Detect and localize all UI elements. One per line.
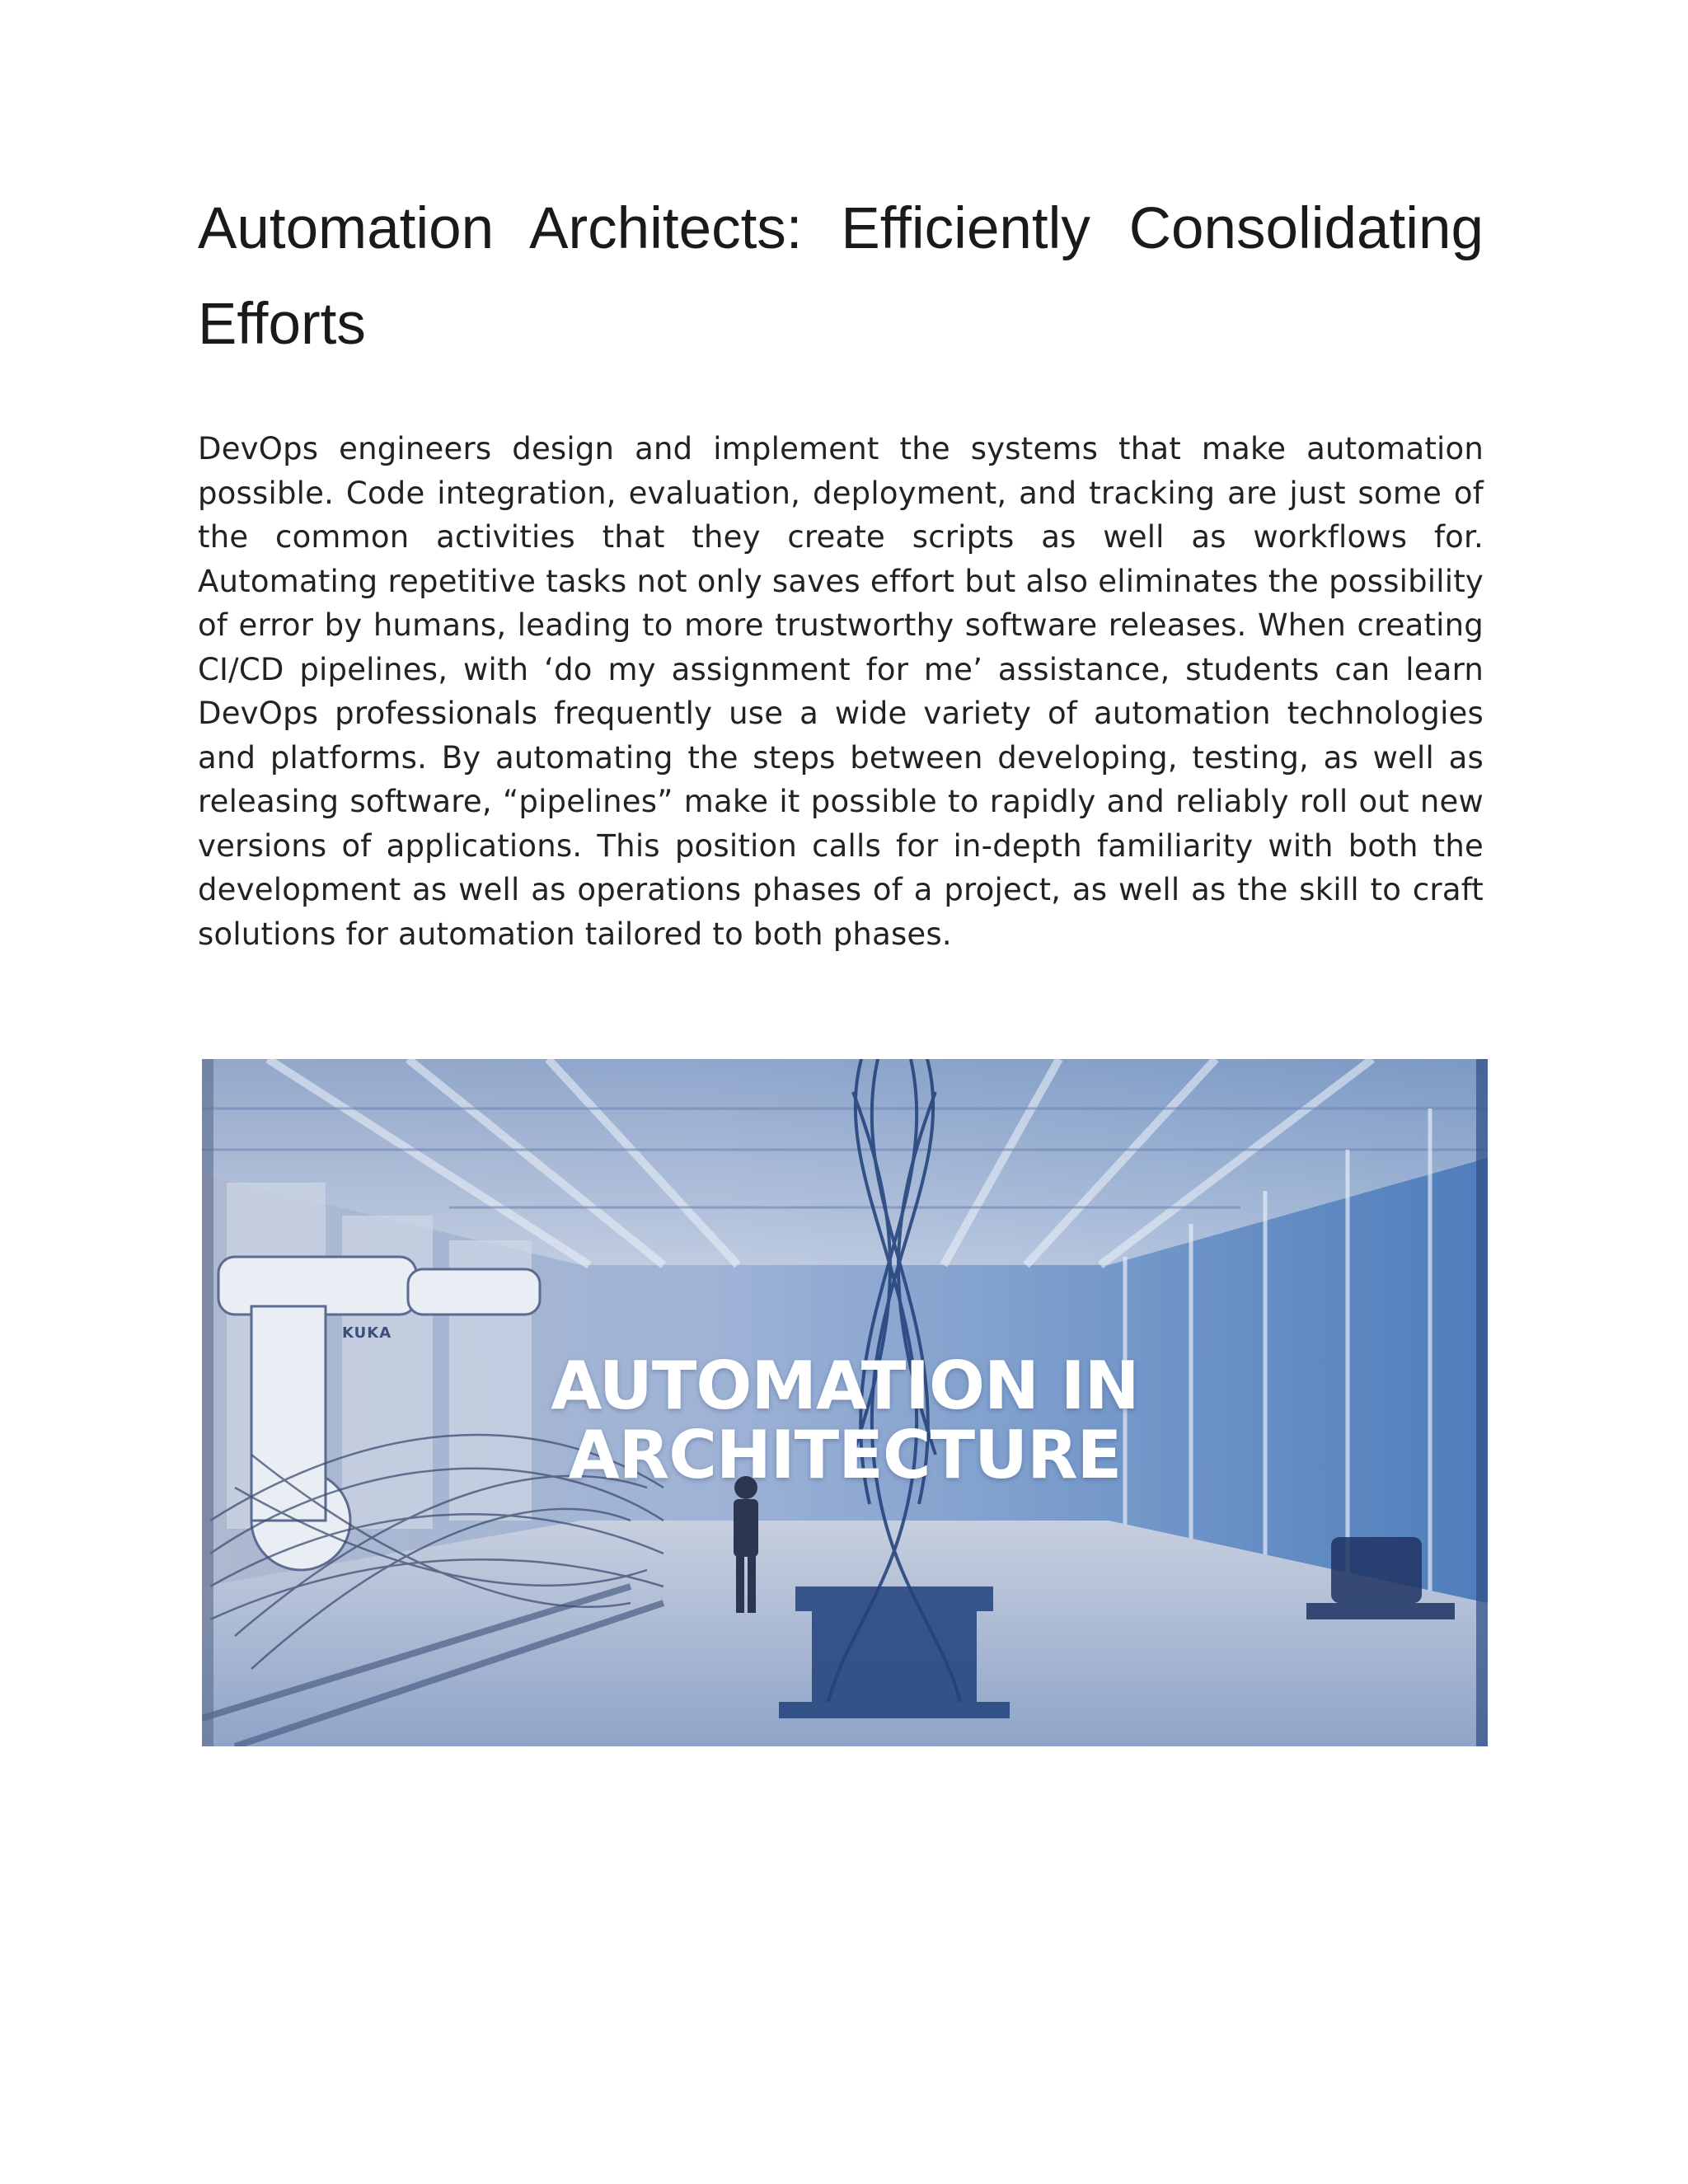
caption-line-1: AUTOMATION IN: [551, 1347, 1139, 1424]
body-paragraph: DevOps engineers design and implement the systems that make automation possible. Code integration, evaluation, deployment, and tracking are just some of the common activities that they create scripts as well as workflows for. Automating repetitive tasks not only saves effort but also eliminates the possibility of error by humans, leading to more trustworthy software releases. When creating CI/CD pipelines, with ‘do my assignment for me’ assistance, students can learn DevOps professionals frequently use a wide variety of automation technologies and platforms. By automating the steps between developing, testing, as well as releasing software, “pipelines” make it possible to rapidly and reliably roll out new versions of applications. This position calls for in-depth familiarity with both the development as well as operations phases of a project, as well as the skill to craft solutions for automation tailored to both phases.: [198, 431, 1484, 952]
hero-image: [202, 1059, 1488, 1746]
document-page: [198, 181, 1484, 1493]
image-caption: [202, 1347, 1488, 1493]
page-title: Automation Architects: Efficiently Consolidating Efforts: [198, 196, 1484, 357]
caption-line-2: ARCHITECTURE: [568, 1417, 1122, 1493]
robot-brand-label: KUKA: [342, 1324, 392, 1342]
